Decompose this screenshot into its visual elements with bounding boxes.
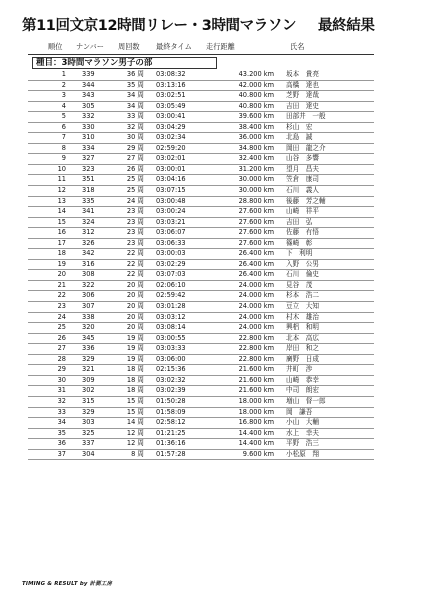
cell-rank: 15 [57,217,66,226]
cell-number: 325 [82,428,95,437]
cell-distance: 34.800 km [238,143,274,152]
cell-rank: 8 [61,143,66,152]
cell-laps: 14 周 [126,418,144,427]
cell-name: 岡 謙吾 [286,407,313,416]
cell-time: 01:58:09 [156,407,186,416]
cell-rank: 5 [61,112,66,121]
cell-rank: 11 [57,175,66,184]
table-row [28,123,374,134]
cell-laps: 33 周 [126,112,144,121]
cell-number: 302 [82,386,95,395]
cell-laps: 22 周 [126,259,144,268]
cell-rank: 30 [57,375,66,384]
table-row [28,376,374,387]
cell-name: 高橋 達也 [286,80,319,89]
cell-distance: 43.200 km [238,70,274,78]
cell-name: 村木 雄治 [286,312,319,321]
cell-laps: 34 周 [126,101,144,110]
cell-distance: 26.400 km [238,270,274,279]
category-label: 種目：3時間マラソン男子の部 [32,57,217,69]
cell-distance: 26.400 km [238,249,274,258]
cell-distance: 24.000 km [238,302,274,311]
cell-number: 329 [82,354,95,363]
cell-number: 318 [82,186,95,195]
cell-distance: 21.600 km [238,386,274,395]
table-row [28,260,374,271]
cell-time: 03:00:41 [156,112,186,121]
cell-number: 315 [82,396,95,405]
cell-name: 篠崎 彰 [286,238,313,247]
cell-time: 02:06:10 [156,280,186,289]
cell-name: 北島 誠 [286,133,313,142]
cell-rank: 33 [57,407,66,416]
table-row [28,439,374,450]
cell-laps: 19 周 [126,344,144,353]
cell-name: 山崎 祥平 [286,207,319,216]
cell-time: 03:02:01 [156,154,186,163]
cell-name: 田部井 一般 [286,112,326,121]
cell-name: 平野 浩三 [286,439,319,448]
cell-time: 03:04:16 [156,175,186,184]
cell-laps: 25 周 [126,175,144,184]
table-row [28,313,374,324]
cell-number: 326 [82,238,95,247]
table-row [28,186,374,197]
cell-rank: 10 [57,164,66,173]
table-row [28,165,374,176]
cell-rank: 27 [57,344,66,353]
cell-rank: 17 [57,238,66,247]
cell-number: 305 [82,101,95,110]
table-row [28,281,374,292]
cell-distance: 21.600 km [238,375,274,384]
cell-name: 下 利明 [286,249,313,258]
footer-credit: TIMING & RESULT by 計測工房 [22,581,113,587]
cell-rank: 4 [61,101,66,110]
cell-distance: 40.800 km [238,101,274,110]
cell-laps: 15 周 [126,396,144,405]
cell-laps: 35 周 [126,80,144,89]
cell-laps: 18 周 [126,375,144,384]
cell-laps: 12 周 [126,428,144,437]
cell-number: 344 [82,80,95,89]
cell-number: 309 [82,375,95,384]
header-time: 最終タイム [156,42,192,51]
cell-rank: 35 [57,428,66,437]
cell-name: 吉田 達史 [286,101,319,110]
cell-laps: 29 周 [126,143,144,152]
cell-time: 03:00:55 [156,333,186,342]
header-rule [28,54,374,55]
cell-name: 石川 義人 [286,186,319,195]
cell-distance: 40.800 km [238,91,274,100]
cell-rank: 2 [61,80,66,89]
cell-distance: 16.800 km [238,418,274,427]
table-row [28,70,374,81]
cell-number: 339 [82,70,95,78]
cell-rank: 25 [57,323,66,332]
cell-time: 03:05:49 [156,101,186,110]
cell-number: 306 [82,291,95,300]
cell-rank: 34 [57,418,66,427]
cell-rank: 1 [61,70,66,78]
cell-laps: 25 周 [126,186,144,195]
table-row [28,334,374,345]
cell-laps: 20 周 [126,312,144,321]
cell-name: 入野 公男 [286,259,319,268]
table-row [28,218,374,229]
cell-name: 笠倉 康司 [286,175,319,184]
cell-time: 01:50:28 [156,396,186,405]
cell-time: 03:06:33 [156,238,186,247]
cell-laps: 23 周 [126,207,144,216]
cell-distance: 42.000 km [238,80,274,89]
cell-rank: 23 [57,302,66,311]
cell-number: 330 [82,122,95,131]
table-row [28,133,374,144]
table-row [28,365,374,376]
cell-distance: 30.000 km [238,186,274,195]
cell-distance: 22.800 km [238,344,274,353]
cell-laps: 23 周 [126,228,144,237]
cell-name: 佐藤 有悟 [286,228,319,237]
cell-time: 03:02:39 [156,386,186,395]
cell-laps: 20 周 [126,291,144,300]
cell-distance: 38.400 km [238,122,274,131]
table-row [28,323,374,334]
cell-rank: 9 [61,154,66,163]
cell-number: 303 [82,418,95,427]
table-row [28,112,374,123]
cell-rank: 28 [57,354,66,363]
table-row [28,239,374,250]
cell-laps: 23 周 [126,217,144,226]
header-name: 氏名 [290,42,305,51]
column-headers [28,40,368,54]
cell-number: 351 [82,175,95,184]
header-rank: 順位 [48,42,63,51]
cell-name: 増山 督一郎 [286,396,326,405]
cell-name: 見谷 茂 [286,280,313,289]
cell-name: 豆立 大知 [286,302,319,311]
cell-number: 329 [82,407,95,416]
header-laps: 周回数 [118,42,140,51]
cell-laps: 8 周 [131,449,144,458]
table-row [28,144,374,155]
cell-laps: 18 周 [126,386,144,395]
cell-number: 343 [82,91,95,100]
cell-number: 304 [82,449,95,458]
cell-distance: 27.600 km [238,238,274,247]
cell-number: 345 [82,333,95,342]
cell-distance: 30.000 km [238,175,274,184]
table-row [28,450,374,461]
cell-distance: 24.000 km [238,280,274,289]
cell-laps: 20 周 [126,280,144,289]
cell-name: 北本 高広 [286,333,319,342]
cell-distance: 32.400 km [238,154,274,163]
cell-number: 324 [82,217,95,226]
table-row [28,355,374,366]
cell-name: 興梠 和明 [286,323,319,332]
cell-laps: 12 周 [126,439,144,448]
table-row [28,386,374,397]
cell-laps: 24 周 [126,196,144,205]
cell-time: 03:00:01 [156,164,186,173]
cell-rank: 18 [57,249,66,258]
cell-time: 02:59:42 [156,291,186,300]
table-row [28,408,374,419]
cell-rank: 19 [57,259,66,268]
cell-time: 02:59:20 [156,143,186,152]
cell-name: 杉本 浩二 [286,291,319,300]
cell-number: 337 [82,439,95,448]
cell-name: 岸田 和之 [286,344,319,353]
table-row [28,154,374,165]
cell-distance: 14.400 km [238,428,274,437]
cell-name: 岡田 龍之介 [286,143,326,152]
table-row [28,102,374,113]
cell-distance: 28.800 km [238,196,274,205]
results-table [28,70,374,460]
table-row [28,397,374,408]
cell-distance: 31.200 km [238,164,274,173]
cell-number: 342 [82,249,95,258]
cell-time: 02:15:36 [156,365,186,374]
table-row [28,249,374,260]
cell-name: 井町 渉 [286,365,313,374]
cell-laps: 30 周 [126,133,144,142]
cell-distance: 22.800 km [238,333,274,342]
cell-rank: 14 [57,207,66,216]
cell-time: 03:03:33 [156,344,186,353]
cell-laps: 22 周 [126,270,144,279]
cell-time: 03:02:29 [156,259,186,268]
cell-distance: 24.000 km [238,312,274,321]
cell-time: 03:04:29 [156,122,186,131]
table-row [28,344,374,355]
cell-time: 03:08:14 [156,323,186,332]
cell-laps: 36 周 [126,70,144,78]
cell-time: 02:58:12 [156,418,186,427]
cell-distance: 27.600 km [238,207,274,216]
cell-name: 小山 大輔 [286,418,319,427]
cell-name: 後藤 芳之輔 [286,196,326,205]
cell-rank: 21 [57,280,66,289]
cell-distance: 9.600 km [242,449,274,458]
table-row [28,207,374,218]
cell-distance: 26.400 km [238,259,274,268]
page-title [22,14,374,35]
cell-time: 03:07:03 [156,270,186,279]
table-row [28,429,374,440]
cell-number: 308 [82,270,95,279]
cell-time: 03:06:00 [156,354,186,363]
cell-distance: 14.400 km [238,439,274,448]
header-distance: 走行距離 [206,42,235,51]
cell-number: 338 [82,312,95,321]
table-row [28,270,374,281]
cell-rank: 22 [57,291,66,300]
cell-laps: 27 周 [126,154,144,163]
cell-number: 341 [82,207,95,216]
cell-name: 水上 幸夫 [286,428,319,437]
cell-time: 03:03:21 [156,217,186,226]
table-row [28,291,374,302]
cell-number: 321 [82,365,95,374]
cell-laps: 20 周 [126,323,144,332]
cell-number: 322 [82,280,95,289]
cell-number: 332 [82,112,95,121]
cell-distance: 18.000 km [238,407,274,416]
cell-name: 山谷 多響 [286,154,319,163]
cell-number: 316 [82,259,95,268]
cell-name: 廣野 日成 [286,354,319,363]
cell-time: 03:06:07 [156,228,186,237]
table-row [28,197,374,208]
cell-time: 03:02:32 [156,375,186,384]
cell-time: 01:36:16 [156,439,186,448]
cell-name: 坂本 貴亮 [286,70,319,78]
cell-rank: 29 [57,365,66,374]
table-row [28,91,374,102]
cell-rank: 37 [57,449,66,458]
cell-distance: 36.000 km [238,133,274,142]
cell-rank: 12 [57,186,66,195]
table-row [28,228,374,239]
cell-laps: 22 周 [126,249,144,258]
cell-distance: 39.600 km [238,112,274,121]
cell-rank: 3 [61,91,66,100]
cell-distance: 22.800 km [238,354,274,363]
cell-laps: 19 周 [126,333,144,342]
cell-laps: 26 周 [126,164,144,173]
cell-laps: 23 周 [126,238,144,247]
cell-laps: 19 周 [126,354,144,363]
cell-rank: 16 [57,228,66,237]
cell-distance: 24.000 km [238,291,274,300]
table-row [28,175,374,186]
cell-rank: 26 [57,333,66,342]
cell-rank: 13 [57,196,66,205]
table-row [28,418,374,429]
cell-number: 323 [82,164,95,173]
cell-time: 03:03:12 [156,312,186,321]
cell-time: 03:02:51 [156,91,186,100]
cell-distance: 21.600 km [238,365,274,374]
cell-rank: 36 [57,439,66,448]
cell-time: 03:02:34 [156,133,186,142]
cell-rank: 20 [57,270,66,279]
cell-number: 334 [82,143,95,152]
cell-number: 336 [82,344,95,353]
cell-laps: 34 周 [126,91,144,100]
cell-time: 03:00:48 [156,196,186,205]
cell-number: 310 [82,133,95,142]
cell-distance: 27.600 km [238,217,274,226]
cell-name: 山崎 恭幸 [286,375,319,384]
cell-number: 327 [82,154,95,163]
cell-time: 01:57:28 [156,449,186,458]
cell-name: 望月 昌夫 [286,164,319,173]
cell-distance: 27.600 km [238,228,274,237]
cell-laps: 32 周 [126,122,144,131]
cell-laps: 20 周 [126,302,144,311]
cell-time: 03:08:32 [156,70,186,78]
cell-number: 335 [82,196,95,205]
cell-time: 03:07:15 [156,186,186,195]
cell-name: 中司 朗宏 [286,386,319,395]
cell-time: 03:00:03 [156,249,186,258]
header-number: ナンバー [76,42,104,51]
cell-rank: 31 [57,386,66,395]
table-row [28,302,374,313]
cell-number: 320 [82,323,95,332]
cell-laps: 15 周 [126,407,144,416]
cell-rank: 7 [61,133,66,142]
cell-time: 03:00:24 [156,207,186,216]
cell-name: 吉田 弘 [286,217,313,226]
cell-rank: 32 [57,396,66,405]
cell-name: 杉山 宏 [286,122,313,131]
cell-distance: 18.000 km [238,396,274,405]
cell-name: 小松原 翔 [286,449,319,458]
cell-rank: 6 [61,122,66,131]
event-title: 第11回文京12時間リレー・3時間マラソン [22,18,297,34]
cell-rank: 24 [57,312,66,321]
result-title: 最終結果 [318,18,375,34]
cell-number: 307 [82,302,95,311]
cell-name: 芝野 達哉 [286,91,319,100]
cell-time: 01:21:25 [156,428,186,437]
cell-time: 03:13:16 [156,80,186,89]
cell-number: 312 [82,228,95,237]
cell-time: 03:01:28 [156,302,186,311]
cell-distance: 24.000 km [238,323,274,332]
cell-laps: 18 周 [126,365,144,374]
cell-name: 石川 倫史 [286,270,319,279]
table-row [28,81,374,92]
